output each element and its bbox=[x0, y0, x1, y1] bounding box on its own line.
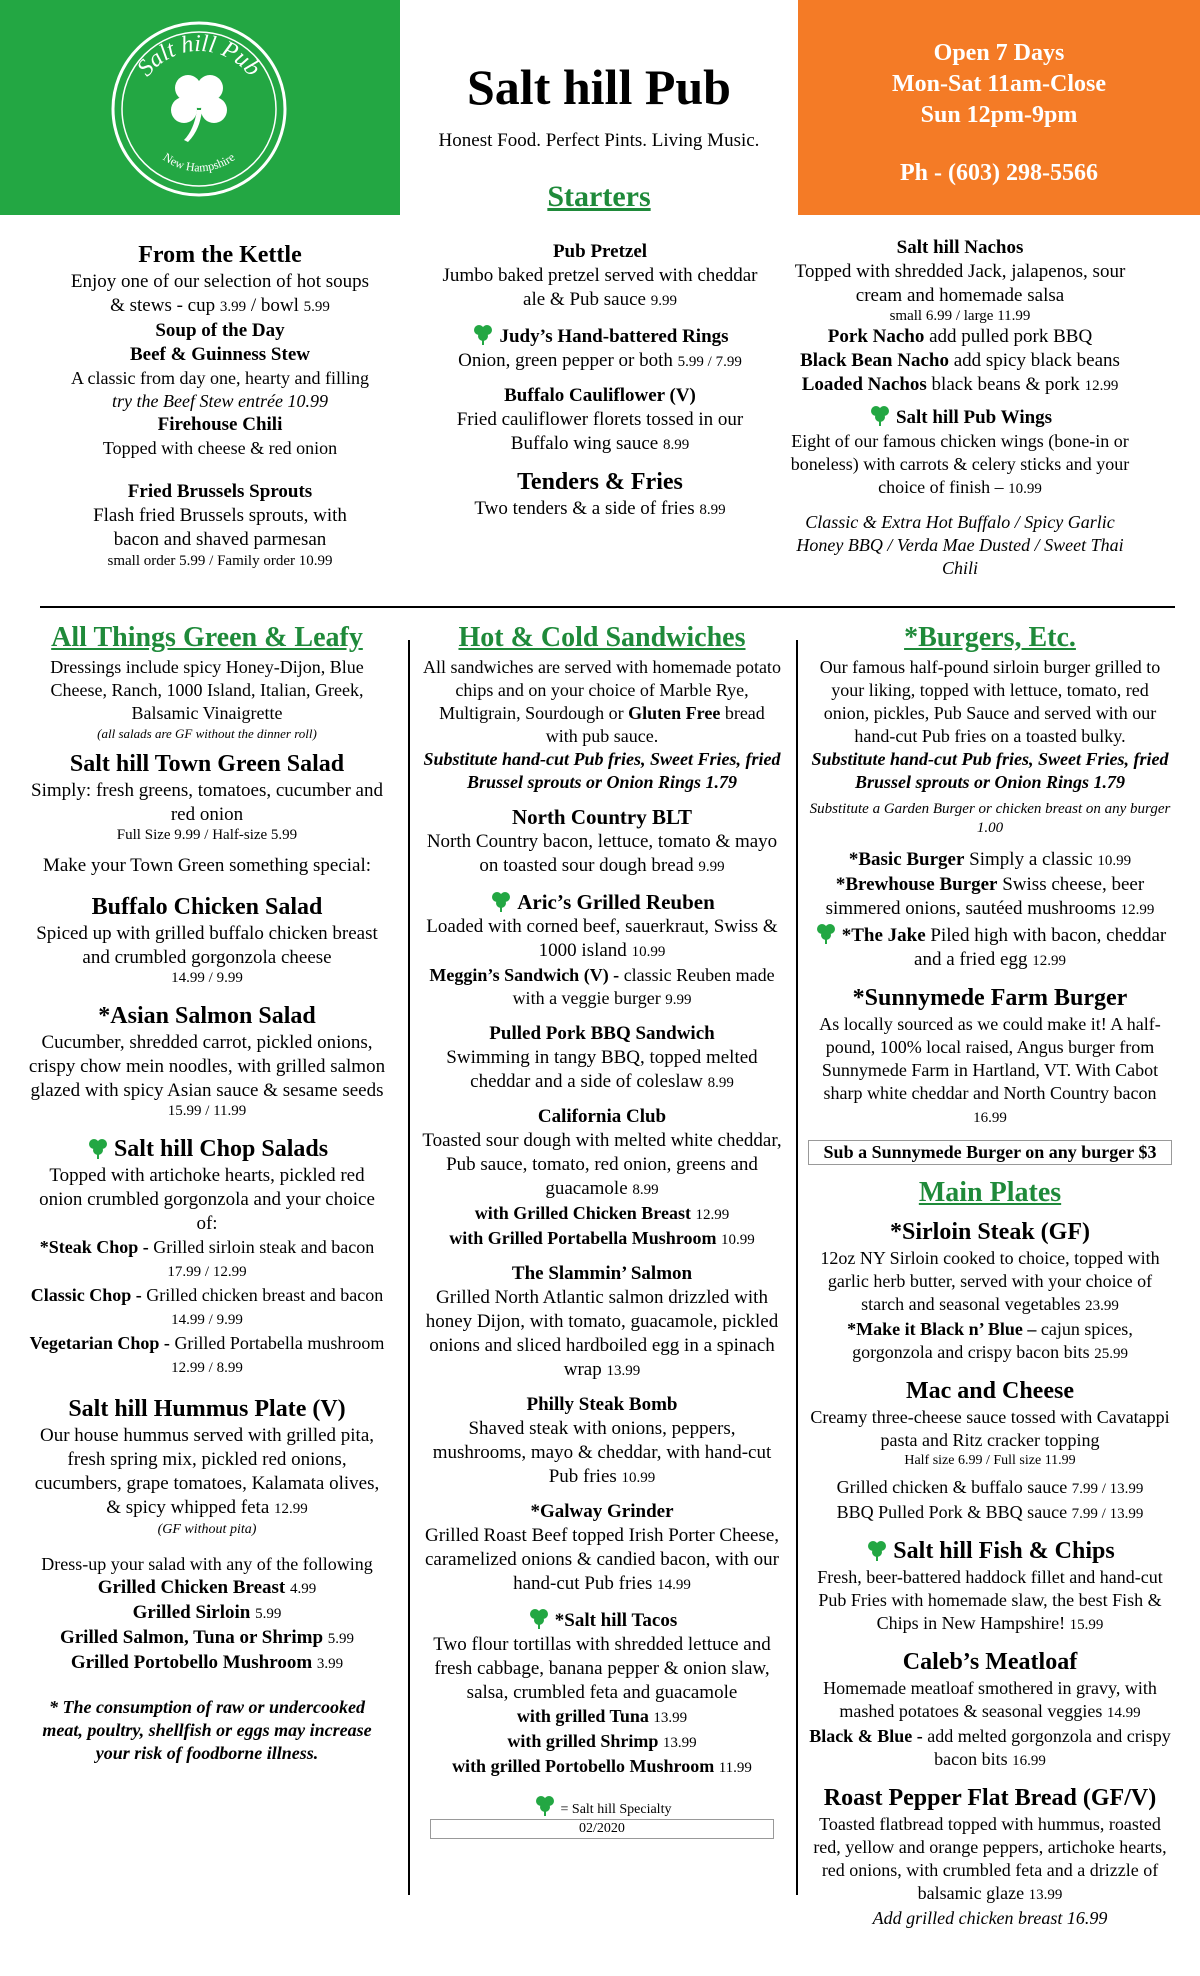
flatbread-price: 13.99 bbox=[1028, 1887, 1063, 1903]
black-blue-price: 25.99 bbox=[1094, 1346, 1128, 1362]
wings-desc: Eight of our famous chicken wings (bone-in or boneless) with carrots & celery sticks and your choice of finish – bbox=[790, 431, 1130, 497]
meatloaf-name: Caleb’s Meatloaf bbox=[902, 1649, 1078, 1675]
meatloaf-bb: Black & Blue - bbox=[809, 1726, 923, 1746]
nachos-price: small 6.99 / large 11.99 bbox=[889, 308, 1031, 324]
club-desc: Toasted sour dough with melted white cheddar, Pub sauce, tomato, red onion, greens and guacamole bbox=[422, 1130, 782, 1199]
add-sirloin-price: 5.99 bbox=[255, 1606, 282, 1622]
hummus-gf: (GF without pita) bbox=[157, 1522, 257, 1537]
kettle-price-cup: 3.99 bbox=[219, 299, 247, 315]
rings-name: Judy’s Hand-battered Rings bbox=[499, 326, 729, 347]
meggin-price: 9.99 bbox=[665, 992, 692, 1008]
sandwich-intro-2: bread with pub sauce. bbox=[545, 703, 765, 746]
starters-heading: Starters bbox=[547, 180, 651, 213]
reuben-name: Aric’s Grilled Reuben bbox=[517, 890, 715, 914]
buffalo-salad-name: Buffalo Chicken Salad bbox=[91, 894, 323, 920]
shamrock-icon bbox=[527, 1607, 551, 1629]
meggin-desc: classic Reuben made with a veggie burger bbox=[512, 965, 775, 1008]
mac-buffalo: Grilled chicken & buffalo sauce bbox=[836, 1477, 1068, 1497]
reuben-price: 10.99 bbox=[631, 944, 666, 960]
burger-substitute: Substitute hand-cut Pub fries, Sweet Fries, fried Brussel sprouts or Onion Rings 1.79 bbox=[811, 749, 1169, 792]
soup-of-day: Soup of the Day bbox=[155, 320, 285, 341]
pretzel-desc: Jumbo baked pretzel served with cheddar ale & Pub sauce bbox=[442, 265, 758, 310]
rings-desc: Onion, green pepper or both bbox=[458, 350, 673, 371]
hummus-name: Salt hill Hummus Plate (V) bbox=[68, 1396, 346, 1422]
tenders-price: 8.99 bbox=[699, 502, 726, 518]
brewhouse-desc: Swiss cheese, beer simmered onions, sautéed mushrooms bbox=[825, 874, 1145, 919]
club-price: 8.99 bbox=[632, 1182, 659, 1198]
loaded-desc: black beans & pork bbox=[931, 374, 1080, 395]
chop-salad-desc: Topped with artichoke hearts, pickled red onion crumbled gorgonzola and your choice of: bbox=[39, 1165, 375, 1234]
black-blue-desc: cajun spices, gorgonzola and crispy bacon bits bbox=[852, 1319, 1133, 1362]
nachos-name: Salt hill Nachos bbox=[896, 237, 1024, 258]
rings-price: 5.99 / 7.99 bbox=[677, 354, 742, 370]
loaded-price: 12.99 bbox=[1084, 378, 1119, 394]
wings-name: Salt hill Pub Wings bbox=[895, 407, 1053, 428]
basic-burger-name: *Basic Burger bbox=[848, 849, 965, 870]
tacos-tuna-price: 13.99 bbox=[653, 1710, 688, 1726]
sunnymede-price: 16.99 bbox=[973, 1110, 1007, 1126]
add-chicken: Grilled Chicken Breast bbox=[97, 1577, 286, 1598]
shamrock-icon bbox=[868, 404, 892, 426]
cauli-desc: Fried cauliflower florets tossed in our Buffalo wing sauce bbox=[456, 409, 744, 454]
club-chicken-price: 12.99 bbox=[695, 1207, 730, 1223]
brewhouse-name: *Brewhouse Burger bbox=[835, 874, 998, 895]
shamrock-icon bbox=[489, 890, 513, 912]
salmon-wrap-price: 13.99 bbox=[606, 1363, 641, 1379]
burger-intro: Our famous half-pound sirloin burger grilled to your liking, topped with lettuce, tomato, red onion, pickles, Pub Sauce and served with our hand-cut Pub fries on a toasted bulky. bbox=[819, 657, 1161, 746]
mac-bbq-price: 7.99 / 13.99 bbox=[1071, 1506, 1144, 1522]
add-salmon-price: 5.99 bbox=[327, 1631, 355, 1647]
basic-burger-price: 10.99 bbox=[1097, 853, 1132, 869]
burgers-column bbox=[808, 620, 1172, 1930]
salads-heading: All Things Green & Leafy bbox=[51, 622, 363, 653]
philly-desc: Shaved steak with onions, peppers, mushrooms, mayo & cheddar, with hand-cut Pub fries bbox=[432, 1418, 772, 1487]
nachos-desc: Topped with shredded Jack, jalapenos, sour cream and homemade salsa bbox=[794, 261, 1126, 306]
tacos-portobello: with grilled Portobello Mushroom bbox=[452, 1756, 715, 1776]
tacos-name: *Salt hill Tacos bbox=[554, 1610, 678, 1631]
flatbread-name: Roast Pepper Flat Bread (GF/V) bbox=[823, 1785, 1157, 1811]
salmon-salad-price: 15.99 / 11.99 bbox=[167, 1103, 247, 1119]
tenders-desc: Two tenders & a side of fries bbox=[474, 498, 695, 519]
veg-chop-desc: Grilled Portabella mushroom bbox=[174, 1333, 385, 1353]
jake-name: *The Jake bbox=[841, 925, 926, 946]
mains-heading: Main Plates bbox=[918, 1177, 1062, 1208]
add-salmon: Grilled Salmon, Tuna or Shrimp bbox=[59, 1627, 324, 1648]
meatloaf-price: 14.99 bbox=[1106, 1705, 1141, 1721]
logo-text-bottom: New Hampshire bbox=[160, 149, 238, 175]
tacos-shrimp-price: 13.99 bbox=[662, 1735, 697, 1751]
steak-chop: *Steak Chop - bbox=[39, 1237, 149, 1257]
galway-desc: Grilled Roast Beef topped Irish Porter Cheese, caramelized onions & candied bacon, with our hand-cut Pub fries bbox=[424, 1525, 780, 1594]
meatloaf-desc: Homemade meatloaf smothered in gravy, with mashed potatoes & seasonal veggies bbox=[823, 1678, 1157, 1721]
chili-desc: Topped with cheese & red onion bbox=[102, 438, 338, 458]
classic-chop-desc: Grilled chicken breast and bacon bbox=[146, 1285, 384, 1305]
town-salad-price: Full Size 9.99 / Half-size 5.99 bbox=[116, 827, 298, 843]
tacos-portobello-price: 11.99 bbox=[718, 1760, 752, 1776]
salmon-wrap-desc: Grilled North Atlantic salmon drizzled with honey Dijon, with tomato, guacamole, pickled onions and sliced hardboiled egg in a spinach wrap bbox=[425, 1287, 779, 1380]
cauli-name: Buffalo Cauliflower (V) bbox=[504, 385, 696, 406]
hummus-price: 12.99 bbox=[274, 1501, 308, 1517]
pub-logo bbox=[108, 18, 290, 200]
tacos-tuna: with grilled Tuna bbox=[516, 1706, 649, 1726]
reuben-desc: Loaded with corned beef, sauerkraut, Swiss & 1000 island bbox=[426, 916, 778, 961]
tagline: Honest Food. Perfect Pints. Living Music. bbox=[438, 130, 760, 151]
philly-price: 10.99 bbox=[621, 1470, 656, 1486]
salmon-salad-desc: Cucumber, shredded carrot, pickled onions, crispy chow mein noodles, with grilled salmon glazed with spicy Asian sauce & sesame seeds bbox=[28, 1032, 386, 1101]
sunnymede-desc: As locally sourced as we could make it! A half-pound, 100% local raised, Angus burger from Sunnymede Farm in Hartland, VT. With Cabot sharp white cheddar and North Country bacon bbox=[819, 1014, 1161, 1103]
starters-col-2 bbox=[430, 240, 770, 522]
kettle-name: From the Kettle bbox=[138, 242, 302, 268]
veg-chop-price: 12.99 / 8.99 bbox=[171, 1360, 243, 1376]
pretzel-name: Pub Pretzel bbox=[552, 241, 648, 262]
sprouts-desc: Flash fried Brussels sprouts, with bacon and shaved parmesan bbox=[93, 505, 347, 550]
bean-nacho: Black Bean Nacho bbox=[800, 350, 949, 371]
kettle-price-bowl: 5.99 bbox=[303, 299, 330, 315]
column-divider-1 bbox=[408, 640, 410, 1895]
make-special: Make your Town Green something special: bbox=[42, 855, 372, 876]
loaded-nachos: Loaded Nachos bbox=[801, 374, 927, 395]
mac-price: Half size 6.99 / Full size 11.99 bbox=[904, 1453, 1076, 1468]
meatloaf-bb-price: 16.99 bbox=[1012, 1753, 1046, 1769]
specialty-legend: = Salt hill Specialty bbox=[560, 1802, 672, 1817]
shamrock-icon bbox=[86, 1137, 110, 1159]
mac-desc: Creamy three-cheese sauce tossed with Cavatappi pasta and Ritz cracker topping bbox=[810, 1407, 1170, 1450]
wings-sauces: Classic & Extra Hot Buffalo / Spicy Garlic Honey BBQ / Verda Mae Dusted / Sweet Thai Chili bbox=[796, 512, 1124, 578]
wings-price: 10.99 bbox=[1008, 481, 1042, 497]
logo-text-top: Salt hill Pub bbox=[132, 30, 266, 82]
shamrock-icon bbox=[814, 922, 838, 944]
pork-nacho-desc: add pulled pork BBQ bbox=[929, 326, 1093, 347]
garden-sub: Substitute a Garden Burger or chicken breast on any burger 1.00 bbox=[809, 801, 1171, 836]
tacos-desc: Two flour tortillas with shredded lettuce and fresh cabbage, banana pepper & onion slaw, salsa, crumbled feta and guacamole bbox=[433, 1634, 771, 1703]
mac-buffalo-price: 7.99 / 13.99 bbox=[1071, 1481, 1144, 1497]
gf-note: (all salads are GF without the dinner roll) bbox=[97, 726, 317, 741]
sandwiches-column bbox=[422, 620, 782, 1839]
burgers-heading: *Burgers, Etc. bbox=[904, 622, 1076, 653]
flatbread-add: Add grilled chicken breast 16.99 bbox=[872, 1908, 1108, 1928]
mac-name: Mac and Cheese bbox=[906, 1378, 1074, 1404]
classic-chop: Classic Chop - bbox=[30, 1285, 142, 1305]
sandwich-gluten-free: Gluten Free bbox=[628, 703, 721, 723]
mac-bbq: BBQ Pulled Pork & BBQ sauce bbox=[836, 1502, 1068, 1522]
club-portabella-price: 10.99 bbox=[720, 1232, 755, 1248]
club-name: California Club bbox=[537, 1106, 667, 1127]
cauli-price: 8.99 bbox=[662, 437, 690, 453]
menu-date: 02/2020 bbox=[430, 1819, 774, 1839]
add-portobello: Grilled Portobello Mushroom bbox=[70, 1652, 313, 1673]
meggin-name: Meggin’s Sandwich (V) - bbox=[429, 965, 620, 985]
sunnymede-sub: Sub a Sunnymede Burger on any burger $3 bbox=[808, 1140, 1172, 1165]
dress-up: Dress-up your salad with any of the following bbox=[41, 1554, 373, 1574]
basic-burger-desc: Simply a classic bbox=[969, 849, 1093, 870]
fish-price: 15.99 bbox=[1069, 1617, 1104, 1633]
fish-name: Salt hill Fish & Chips bbox=[893, 1538, 1115, 1564]
town-salad-name: Salt hill Town Green Salad bbox=[69, 751, 345, 777]
steak-chop-desc: Grilled sirloin steak and bacon bbox=[153, 1237, 375, 1257]
salmon-salad-name: *Asian Salmon Salad bbox=[98, 1003, 316, 1029]
food-warning: * The consumption of raw or undercooked meat, poultry, shellfish or eggs may increase your risk of foodborne illness. bbox=[42, 1697, 372, 1763]
jake-desc: Piled high with bacon, cheddar and a fried egg bbox=[914, 925, 1167, 970]
dressings: Dressings include spicy Honey-Dijon, Blue Cheese, Ranch, 1000 Island, Italian, Greek, Balsamic Vinaigrette bbox=[50, 657, 364, 723]
club-chicken: with Grilled Chicken Breast bbox=[474, 1203, 691, 1223]
sunnymede-name: *Sunnymede Farm Burger bbox=[852, 985, 1128, 1011]
philly-name: Philly Steak Bomb bbox=[526, 1394, 678, 1415]
sprouts-price: small order 5.99 / Family order 10.99 bbox=[107, 553, 333, 569]
tacos-shrimp: with grilled Shrimp bbox=[507, 1731, 659, 1751]
pulled-pork-name: Pulled Pork BBQ Sandwich bbox=[489, 1023, 715, 1044]
stew-entree: try the Beef Stew entrée 10.99 bbox=[112, 391, 328, 411]
town-salad-desc: Simply: fresh greens, tomatoes, cucumber and red onion bbox=[31, 780, 383, 825]
hours-line-2: Mon-Sat 11am-Close bbox=[892, 71, 1106, 97]
shamrock-icon bbox=[865, 1539, 889, 1561]
galway-price: 14.99 bbox=[657, 1577, 691, 1593]
salads-column bbox=[28, 620, 386, 1765]
steak-chop-price: 17.99 / 12.99 bbox=[167, 1264, 247, 1280]
svg-text:New Hampshire bbox=[161, 150, 238, 175]
flatbread-desc: Toasted flatbread topped with hummus, roasted red, yellow and orange peppers, artichoke hearts, red onions, with crumbled feta and a drizzle of balsamic glaze bbox=[813, 1814, 1167, 1903]
sirloin-price: 23.99 bbox=[1085, 1298, 1119, 1314]
bean-nacho-desc: add spicy black beans bbox=[953, 350, 1120, 371]
pulled-pork-price: 8.99 bbox=[707, 1075, 734, 1091]
shamrock-icon bbox=[533, 1794, 557, 1816]
add-chicken-price: 4.99 bbox=[290, 1581, 317, 1597]
sirloin-name: *Sirloin Steak (GF) bbox=[889, 1219, 1090, 1245]
logo-shamrock-icon bbox=[171, 75, 227, 142]
shamrock-icon bbox=[471, 323, 495, 345]
starters-col-3 bbox=[790, 236, 1130, 580]
blt-desc: North Country bacon, lettuce, tomato & mayo on toasted sour dough bread bbox=[426, 831, 778, 876]
add-portobello-price: 3.99 bbox=[316, 1656, 344, 1672]
sandwiches-heading: Hot & Cold Sandwiches bbox=[458, 622, 746, 653]
sprouts-name: Fried Brussels Sprouts bbox=[127, 481, 313, 502]
add-sirloin: Grilled Sirloin bbox=[132, 1602, 251, 1623]
jake-price: 12.99 bbox=[1032, 953, 1066, 969]
column-divider-2 bbox=[796, 640, 798, 1895]
sandwich-substitute: Substitute hand-cut Pub fries, Sweet Fries, fried Brussel sprouts or Onion Rings 1.79 bbox=[423, 749, 781, 792]
blt-price: 9.99 bbox=[698, 859, 725, 875]
sandwich-intro: All sandwiches are served with homemade potato chips and on your choice of Marble Rye, Multigrain, Sourdough or bbox=[423, 657, 781, 723]
section-divider bbox=[40, 606, 1175, 608]
kettle-sep: / bowl bbox=[250, 295, 299, 316]
galway-name: *Galway Grinder bbox=[530, 1501, 674, 1522]
tenders-name: Tenders & Fries bbox=[517, 469, 683, 495]
pretzel-price: 9.99 bbox=[650, 293, 677, 309]
stew-desc: A classic from day one, hearty and filling bbox=[71, 368, 369, 388]
pork-nacho: Pork Nacho bbox=[827, 326, 925, 347]
chop-salad-name: Salt hill Chop Salads bbox=[113, 1136, 329, 1162]
brewhouse-price: 12.99 bbox=[1120, 902, 1155, 918]
kettle-desc: Enjoy one of our selection of hot soups & stews - cup bbox=[70, 271, 370, 316]
black-blue: *Make it Black n’ Blue – bbox=[847, 1319, 1037, 1339]
salmon-wrap-name: The Slammin’ Salmon bbox=[511, 1263, 693, 1284]
meatloaf-bb-desc: add melted gorgonzola and crispy bacon bits bbox=[927, 1726, 1171, 1769]
veg-chop: Vegetarian Chop - bbox=[29, 1333, 170, 1353]
fish-desc: Fresh, beer-battered haddock fillet and hand-cut Pub Fries with homemade slaw, the best Fish & Chips in New Hampshire! bbox=[817, 1567, 1163, 1633]
chili-name: Firehouse Chili bbox=[157, 414, 283, 435]
hours-block bbox=[798, 38, 1200, 131]
sirloin-desc: 12oz NY Sirloin cooked to choice, topped with garlic herb butter, served with your choice of starch and seasonal vegetables bbox=[820, 1248, 1160, 1314]
beef-stew: Beef & Guinness Stew bbox=[130, 344, 310, 365]
buffalo-salad-desc: Spiced up with grilled buffalo chicken breast and crumbled gorgonzola cheese bbox=[36, 923, 378, 968]
buffalo-salad-price: 14.99 / 9.99 bbox=[171, 970, 243, 986]
starters-col-1 bbox=[70, 240, 370, 570]
phone-number: Ph - (603) 298-5566 bbox=[900, 160, 1098, 186]
classic-chop-price: 14.99 / 9.99 bbox=[171, 1312, 243, 1328]
hours-line-3: Sun 12pm-9pm bbox=[920, 102, 1078, 128]
blt-name: North Country BLT bbox=[511, 805, 693, 829]
club-portabella: with Grilled Portabella Mushroom bbox=[449, 1228, 717, 1248]
page-title: Salt hill Pub bbox=[467, 59, 731, 115]
pulled-pork-desc: Swimming in tangy BBQ, topped melted cheddar and a side of coleslaw bbox=[446, 1047, 758, 1092]
hummus-desc: Our house hummus served with grilled pita, fresh spring mix, pickled red onions, cucumbers, grape tomatoes, Kalamata olives, & spicy whipped feta bbox=[34, 1425, 380, 1518]
hours-line-1: Open 7 Days bbox=[933, 40, 1065, 66]
